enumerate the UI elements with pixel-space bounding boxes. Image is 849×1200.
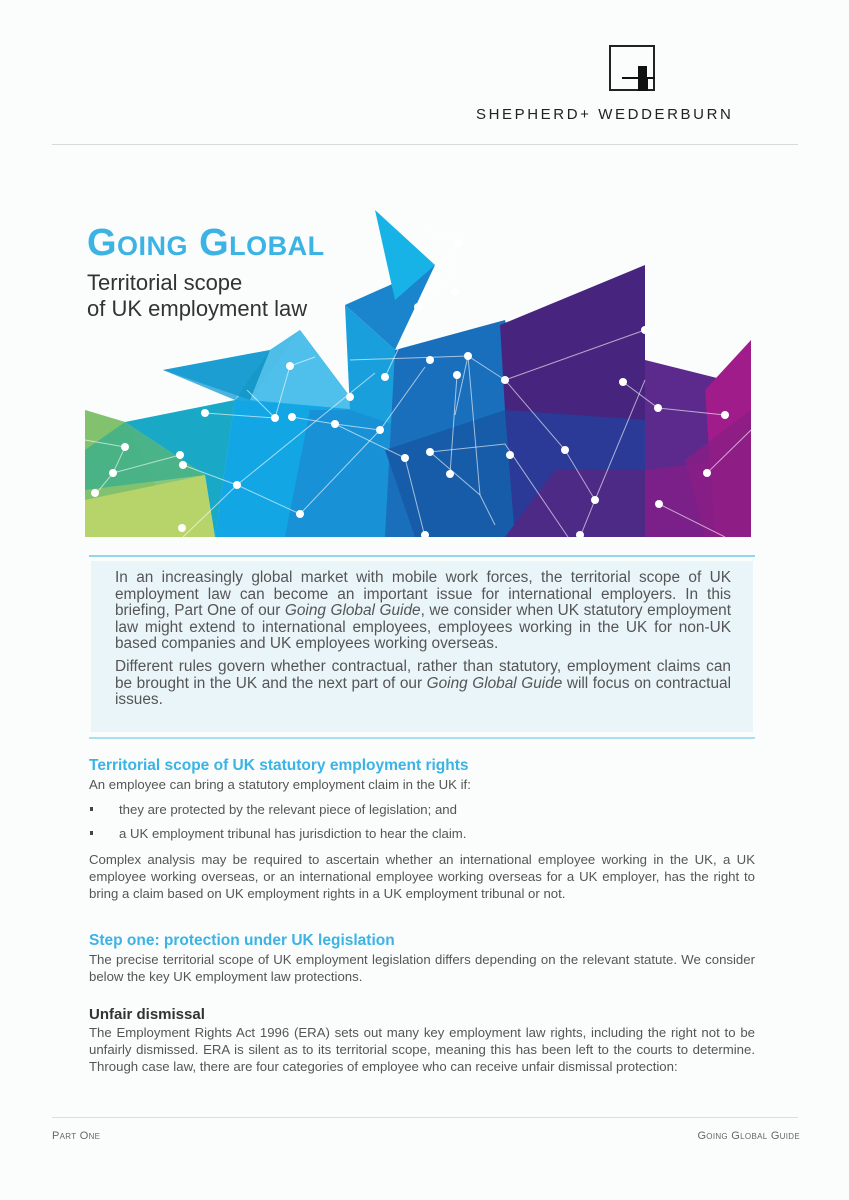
- bullet-icon: [90, 831, 93, 835]
- hero-banner: [85, 210, 751, 537]
- page-title: Going Global: [87, 222, 325, 264]
- section-heading-territorial-scope: Territorial scope of UK statutory employment rights: [89, 757, 469, 774]
- footer-guide-label: Going Global Guide: [697, 1130, 800, 1142]
- intro-paragraph-2: Different rules govern whether contractual, rather than statutory, employment claims can be brought in the UK and the next part of our Going Global Guide will focus on contractual issues.: [115, 658, 731, 709]
- page-subtitle: Territorial scope of UK employment law: [87, 270, 308, 321]
- intro-paragraph-1: In an increasingly global market with mobile work forces, the territorial scope of UK employment law can become an important issue for international employers. In this briefing, Part One of our Going Global Guide, we consider when UK statutory employment law might extend to international employees, employees working in the UK for non-UK based companies and UK employees working overseas.: [115, 569, 731, 653]
- intro-callout: [89, 555, 755, 739]
- logo-wordmark: SHEPHERD+ WEDDERBURN: [476, 106, 734, 123]
- section-heading-step-one: Step one: protection under UK legislation: [89, 932, 395, 949]
- footer-part-label: Part One: [52, 1130, 101, 1142]
- square-logo-mark-icon: [609, 45, 655, 91]
- shepherd-wedderburn-logo: [476, 44, 796, 124]
- section2-paragraph: The precise territorial scope of UK employment legislation differs depending on the relevant statute. We consider below the key UK employment law protections.: [89, 952, 755, 984]
- section1-paragraph: Complex analysis may be required to ascertain whether an international employee working in the UK, a UK employee working overseas, or an international employee working overseas for a UK employer, has the right to bring a claim based on UK employment rights in a UK employment tribunal or not.: [89, 852, 755, 901]
- section3-paragraph: The Employment Rights Act 1996 (ERA) sets out many key employment law rights, including the right not to be unfairly dismissed. ERA is silent as to its territorial scope, meaning this has been left to the courts to determine. Through case law, there are four categories of employee who can receive unfair dismissal protection:: [89, 1025, 755, 1074]
- bullet-icon: [90, 807, 93, 811]
- section1-lead: An employee can bring a statutory employment claim in the UK if:: [89, 777, 471, 792]
- header-divider: [52, 144, 798, 145]
- subheading-unfair-dismissal: Unfair dismissal: [89, 1006, 205, 1023]
- footer-divider: [52, 1117, 798, 1118]
